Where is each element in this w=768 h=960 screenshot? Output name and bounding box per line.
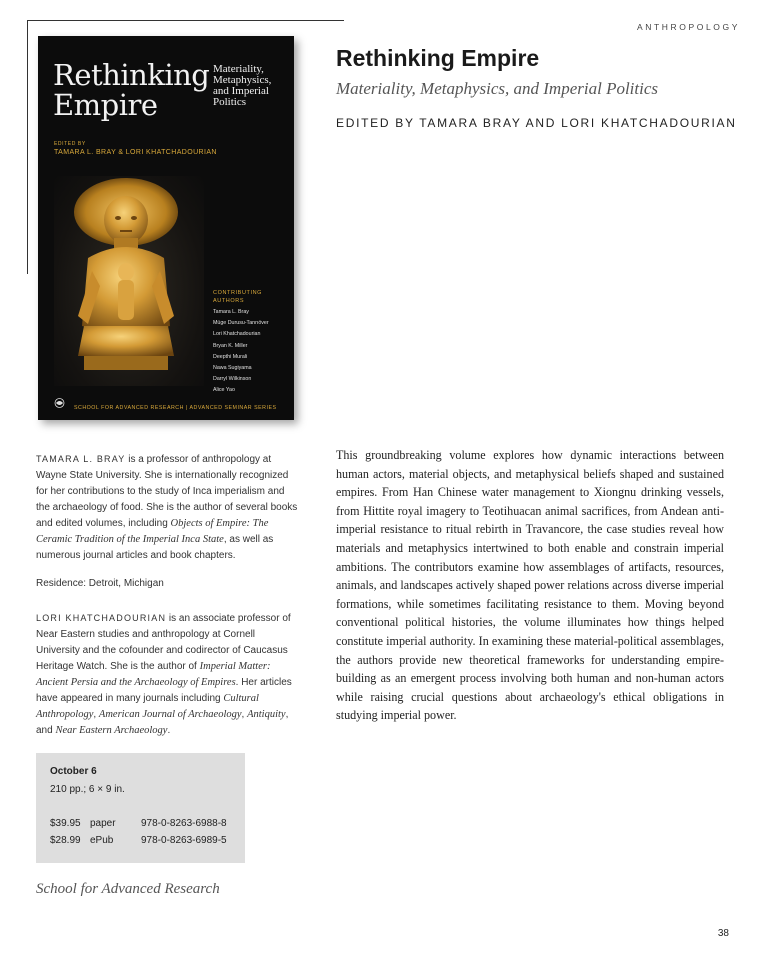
book-description: This groundbreaking volume explores how dynamic interactions between human actors, material objects, and metaphysical beliefs shaped and sustained empires. From Han Chinese water management to Xiongnu drinking vessels, from Hittite royal imagery to Teotihuacan animal sacrifices, from Andean anti-imperial resistance to ritual rebirth in Travancore, the case studies reveal how materials and metaphysics intertwined to both enable and constrain imperial ambitions. The contributors examine how assemblages of artifacts, resources, animals, and landscapes actively shaped power relations across diverse imperial formations, while sometimes facilitating resistance to them. Moving beyond conventional political histories, the volume illuminates how things helped constitute imperial authority. In examining these material-political assemblages, the authors provide new theoretical frameworks for understanding empire-building as an emergent process involving both human and non-human actors while raising crucial questions about archaeology's ethical obligations in studying imperial power. <box>336 448 724 723</box>
bio-journal-title: American Journal of Archaeology <box>98 709 242 720</box>
bio-journal-title: Near Eastern Archaeology <box>55 725 168 736</box>
cover-subtitle-line: Politics <box>213 96 247 108</box>
book-title: Rethinking Empire <box>336 45 540 71</box>
cover-contributor: Darryl Wilkinson <box>213 376 252 383</box>
corner-rule-horizontal <box>27 20 344 21</box>
cover-contributor: Deepthi Murali <box>213 353 248 360</box>
cover-edited-by-label: EDITED BY <box>54 141 86 147</box>
cover-editors: TAMARA L. BRAY & LORI KHATCHADOURIAN <box>54 149 217 156</box>
bio-book-title: Imperial Matter: Ancient Persia and the Archaeology of Empires <box>36 661 271 688</box>
cover-contributors-label-line: CONTRIBUTING <box>213 290 263 296</box>
cover-contributor: Bryan K. Miller <box>213 342 248 349</box>
author-name: TAMARA L. BRAY <box>36 454 126 464</box>
publication-info-box <box>36 753 245 863</box>
cover-contributors-label-line: AUTHORS <box>213 298 245 304</box>
author-name: LORI KHATCHADOURIAN <box>36 613 167 623</box>
book-editors: EDITED BY TAMARA BRAY AND LORI KHATCHADOURIAN <box>336 116 737 130</box>
cover-contributors-list <box>213 307 269 397</box>
cover-subtitle-line: and Imperial <box>213 85 269 97</box>
cover-subtitle-line: Materiality, <box>213 63 264 75</box>
publisher-name: School for Advanced Research <box>36 881 220 897</box>
book-cover <box>38 36 294 420</box>
cover-gold-figurine-image <box>54 176 204 386</box>
cover-contributors-label <box>213 289 273 305</box>
gold-figurine-illustration <box>54 176 204 386</box>
publication-specs: 210 pp.; 6 × 9 in. <box>50 784 125 795</box>
bio-journal-title: Cultural Anthropology <box>36 693 259 720</box>
bio-separator: , <box>93 709 99 720</box>
bio-text: is a professor of anthropology at Wayne State University. She is internationally recognized for her contributions to the study of Inca imperialism and the archaeology of food. She is the author of several books and edited volumes, including <box>36 454 298 529</box>
cover-title <box>53 60 209 120</box>
publication-date: October 6 <box>50 766 97 777</box>
page-number: 38 <box>717 928 729 939</box>
corner-rule-vertical <box>27 20 28 274</box>
bio-text: is an associate professor of Near Eastern studies and anthropology at Cornell University and the cofounder and codirector of Caucasus Heritage Watch. She is the author of <box>36 613 291 672</box>
price: $39.95 <box>50 818 81 829</box>
bio-text: , as well as numerous journal articles and book chapters. <box>36 534 274 561</box>
isbn: 978-0-8263-6989-5 <box>141 835 227 846</box>
isbn: 978-0-8263-6988-8 <box>141 818 227 829</box>
bio-book-title: Objects of Empire: The Ceramic Tradition of the Imperial Inca State <box>36 518 269 545</box>
bio-text: , and <box>36 709 289 736</box>
bio-text: . <box>167 725 171 736</box>
format: ePub <box>90 835 114 846</box>
price: $28.99 <box>50 835 81 846</box>
cover-contributor: Müge Durusu-Tanrıöver <box>213 320 269 327</box>
cover-contributor: Tamara L. Bray <box>213 309 249 315</box>
format: paper <box>90 818 116 829</box>
author-bio-bray <box>36 451 298 564</box>
cover-title-line: Empire <box>53 88 158 122</box>
bio-journal-title: Antiquity <box>247 709 286 720</box>
bio-text: . Her articles have appeared in many journals including <box>36 677 292 704</box>
author-residence: Residence: Detroit, Michigan <box>36 578 164 589</box>
cover-series-footer: SCHOOL FOR ADVANCED RESEARCH | ADVANCED SEMINAR SERIES <box>74 405 277 411</box>
section-label: ANTHROPOLOGY <box>637 22 740 32</box>
author-bio-khatchadourian <box>36 610 298 739</box>
cover-subtitle-line: Metaphysics, <box>213 74 272 86</box>
cover-contributor: Nawa Sugiyama <box>213 365 252 372</box>
cover-contributor: Lori Khatchadourian <box>213 331 261 338</box>
cover-contributor: Alice Yao <box>213 387 235 394</box>
sar-press-logo-icon <box>53 398 66 414</box>
cover-subtitle <box>213 64 271 108</box>
book-subtitle: Materiality, Metaphysics, and Imperial Politics <box>336 79 659 98</box>
cover-title-line: Rethinking <box>53 58 210 92</box>
bio-separator: , <box>241 709 248 720</box>
